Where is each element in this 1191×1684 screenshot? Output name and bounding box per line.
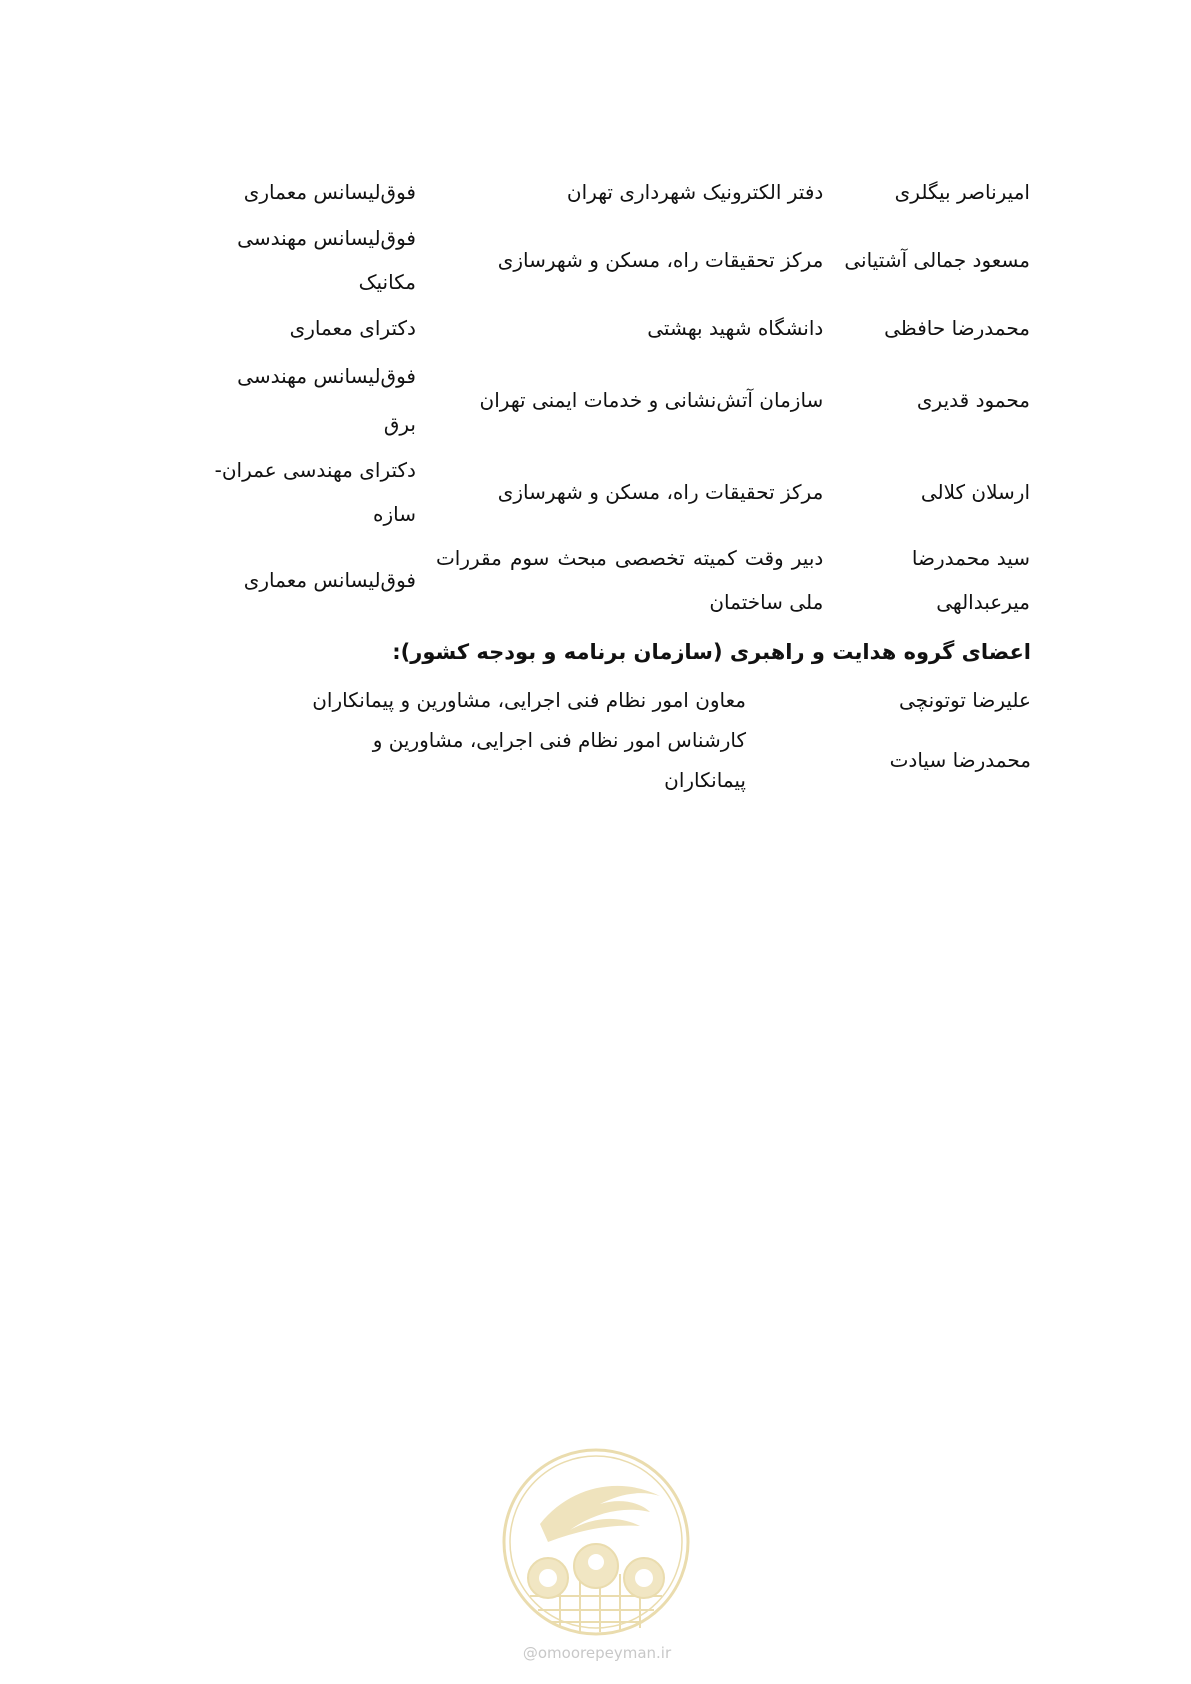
member-degree: فوق‌لیسانس مهندسی برق (237, 364, 416, 436)
guidance-group-table (311, 680, 1031, 800)
table-row (200, 304, 1030, 352)
member-name: امیرناصر بیگلری (894, 180, 1030, 204)
table-row (200, 352, 1030, 448)
watermark-logo-icon (500, 1446, 692, 1638)
table-row (311, 720, 1031, 800)
member-degree: دکترای معماری (289, 316, 416, 340)
guidance-group-heading: اعضای گروه هدایت و راهبری (سازمان برنامه و بودجه کشور): (392, 640, 1031, 664)
watermark-website: @omoorepeyman.ir (522, 1644, 672, 1662)
table-row (200, 168, 1030, 216)
member-organization: مرکز تحقیقات راه، مسکن و شهرسازی (497, 480, 824, 504)
member-name: مسعود جمالی آشتیانی (844, 248, 1030, 272)
table-row (200, 448, 1030, 536)
table-row (200, 536, 1030, 624)
guidance-member-name: علیرضا توتونچی (898, 688, 1031, 712)
table-row (311, 680, 1031, 720)
guidance-member-role: کارشناس امور نظام فنی اجرایی، مشاورین و پیمانکاران (372, 728, 746, 792)
member-name: ارسلان کلالی (920, 480, 1030, 504)
member-organization: دبیر وقت کمیته تخصصی مبحث سوم مقررات ملی ساختمان (435, 546, 824, 614)
member-degree: فوق‌لیسانس معماری (243, 180, 416, 204)
member-degree: دکترای مهندسی عمران- سازه (214, 458, 416, 526)
guidance-member-role: معاون امور نظام فنی اجرایی، مشاورین و پیمانکاران (312, 688, 746, 712)
member-organization: دانشگاه شهید بهشتی (647, 316, 824, 340)
member-name: محمدرضا حافظی (884, 316, 1030, 340)
member-organization: مرکز تحقیقات راه، مسکن و شهرسازی (497, 248, 824, 272)
member-organization: دفتر الکترونیک شهرداری تهران (566, 180, 824, 204)
guidance-member-name: محمدرضا سیادت (889, 748, 1031, 772)
table-row (200, 216, 1030, 304)
committee-members-table (200, 168, 1030, 624)
member-degree: فوق‌لیسانس مهندسی مکانیک (237, 226, 416, 294)
member-degree: فوق‌لیسانس معماری (243, 568, 416, 592)
member-name: محمود قدیری (916, 388, 1030, 412)
member-organization: سازمان آتش‌نشانی و خدمات ایمنی تهران (479, 388, 824, 412)
member-name: سید محمدرضا میرعبدالهی (911, 546, 1030, 614)
